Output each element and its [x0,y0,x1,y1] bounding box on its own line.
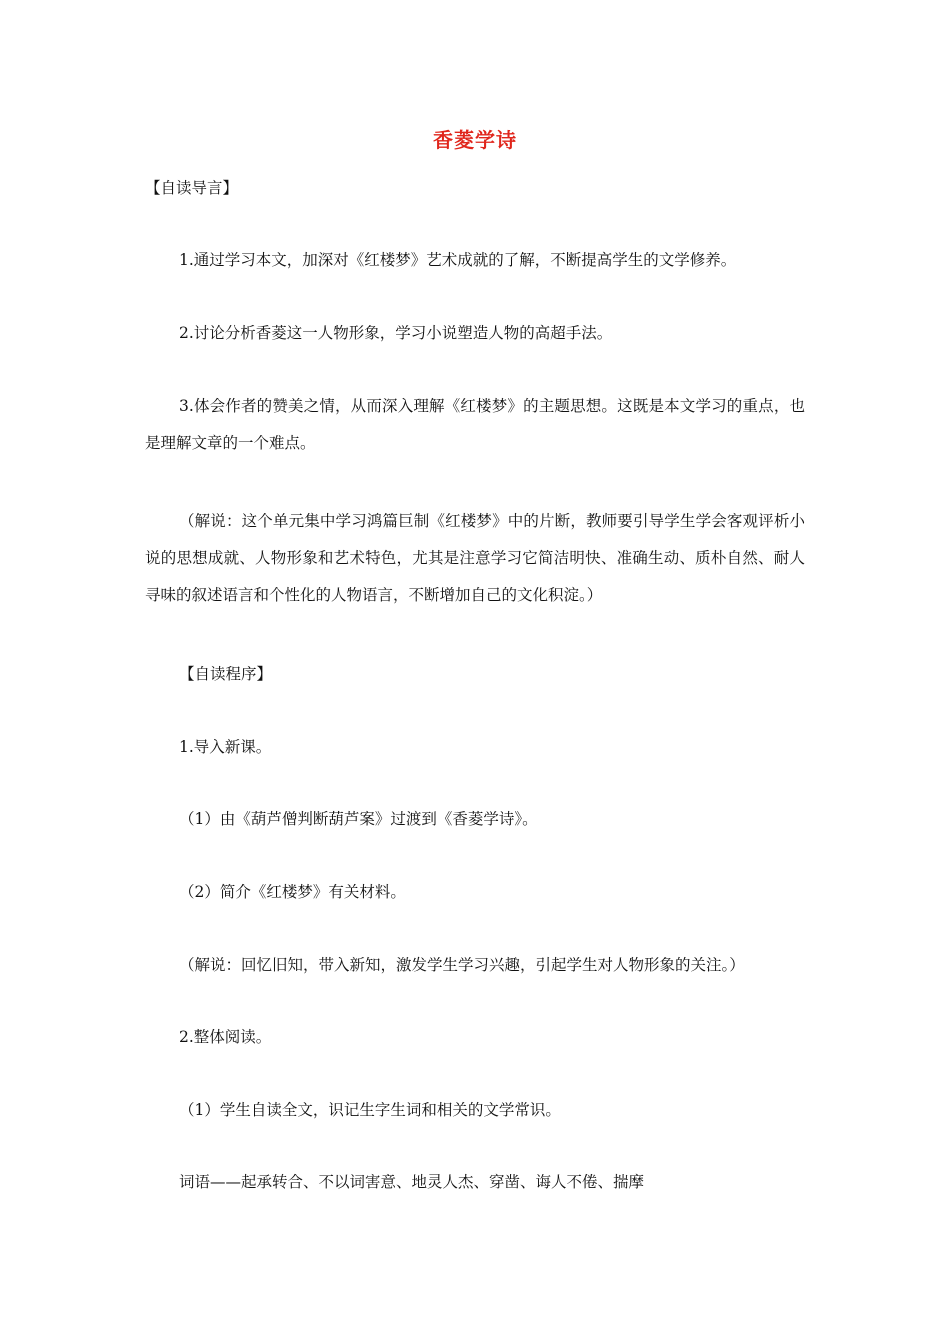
guide-item-1: 1.通过学习本文，加深对《红楼梦》艺术成就的了解，不断提高学生的文学修养。 [179,251,737,269]
vocabulary-line: 词语——起承转合、不以词害意、地灵人杰、穿凿、诲人不倦、揣摩 [179,1173,645,1191]
step-1: 1.导入新课。 [179,738,272,756]
step-1-b: （2）简介《红楼梦》有关材料。 [179,883,406,901]
guide-item-3: 3.体会作者的赞美之情，从而深入理解《红楼梦》的主题思想。这既是本文学习的重点，也是理解文章的一个难点。 [145,397,805,452]
step-1-note: （解说：回忆旧知，带入新知，激发学生学习兴趣，引起学生对人物形象的关注。） [179,956,745,974]
document-title: 香菱学诗 [433,128,517,152]
step-2-a: （1）学生自读全文，识记生字生词和相关的文学常识。 [179,1101,561,1119]
guide-note: （解说：这个单元集中学习鸿篇巨制《红楼梦》中的片断，教师要引导学生学会客观评析小说的思想成就、人物形象和艺术特色，尤其是注意学习它简洁明快、准确生动、质朴自然、耐人寻味的叙述语言和个性化的人物语言，不断增加自己的文化积淀。） [145,512,805,604]
step-2: 2.整体阅读。 [179,1028,272,1046]
section-heading-guide: 【自读导言】 [145,179,239,197]
section-heading-procedure: 【自读程序】 [179,665,273,683]
guide-item-2: 2.讨论分析香菱这一人物形象，学习小说塑造人物的高超手法。 [179,324,613,342]
step-1-a: （1）由《葫芦僧判断葫芦案》过渡到《香菱学诗》。 [179,810,538,828]
